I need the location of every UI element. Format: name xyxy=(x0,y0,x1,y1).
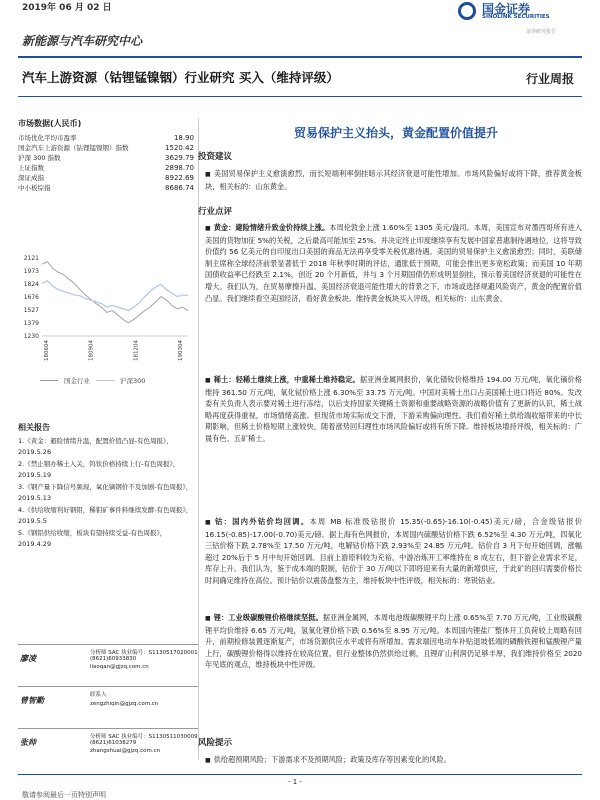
legend-swatch-industry xyxy=(40,380,58,381)
related-report-item[interactable]: 2.《禁止铟办稀土入关，钨钛价格持续上行-有色周报》，2019.5.19 xyxy=(18,460,180,479)
market-data-row: 上证指数 2898.70 xyxy=(18,164,194,172)
analyst-email[interactable]: zhangshuai@gjzq.com.cn xyxy=(90,748,161,754)
analyst-email[interactable]: liaoqan@gjzq.com.cn xyxy=(90,664,149,670)
related-reports-list xyxy=(18,436,196,551)
market-data-heading: 市场数据(人民币) xyxy=(18,119,82,128)
bullet-icon: ■ xyxy=(205,757,211,764)
investment-suggestion-text: ■ 美国贸易保护主义愈演愈烈，而长短端利率倒挂暗示其经济衰退可能性增加。市场风险偏好或将下降，推荐黄金板块，相关标的：山东黄金。 xyxy=(205,169,582,191)
bullet-icon: ■ xyxy=(205,615,211,622)
analyst-email[interactable]: zengzhiqin@gjzq.com.cn xyxy=(90,701,159,707)
x-tick-label: 180604 xyxy=(44,340,50,361)
legend-label-hs300: 沪深300 xyxy=(120,377,146,385)
market-data-row: 深证成指 8922.69 xyxy=(18,174,194,182)
review-point-lithium: ■ 锂：工业级碳酸锂价格继续坚挺。据亚洲金属网，本周电池级碳酸锂平均上涨 0.65%至 7.70 万元/吨，工业级碳酸锂平均价维持 6.65 万元/吨，氢氧化锂价格下跌 0.56%至 8.95 万元/吨。本周国内锂盐厂整体开工负荷较上周略有回升，前期检修装置逐渐复产，市场货源供应水平或将有所增加。需求端因电动车补贴退坡低端的磷酸铁锂和锰酸锂产量上行，碳酸锂价格得以维持在较高位置。但行业整体仍然供给过剩，且锂矿山利润仍足够丰厚，我们维持价格至 2020 年见底的观点，维持板块中性评级。 xyxy=(205,613,582,670)
market-data-row: 中小板综指 8686.74 xyxy=(18,184,194,192)
related-report-item[interactable]: 1.《黄金：避险情绪升温，配置价值凸显-有色周报》，2019.5.26 xyxy=(18,437,173,456)
index-line-chart xyxy=(18,252,194,364)
industry-review-heading: 行业点评 xyxy=(198,207,233,217)
market-data-panel xyxy=(18,118,194,193)
company-logo xyxy=(458,0,578,26)
analyst-name: 廖凌 xyxy=(20,654,36,663)
chart-legend xyxy=(40,376,145,385)
y-tick-label: 2121 xyxy=(23,255,39,262)
y-tick-label: 1230 xyxy=(23,333,39,340)
analyst-phone: (8621)60933830 xyxy=(90,656,137,662)
series-line-hs300 xyxy=(42,281,188,311)
bullet-icon: ■ xyxy=(205,519,213,526)
report-slogan: 证券研究报告 xyxy=(526,29,557,35)
y-tick-label: 1973 xyxy=(23,268,39,275)
legend-swatch-hs300 xyxy=(96,380,114,381)
review-point-gold: ■ 黄金：避险情绪升致金价持续上涨。本周伦敦金上涨 1.60%至 1305 美元/盎司。本周，美国宣布对墨西哥所有进入美国的货物加征 5%的关税，之后最高可能加至 25%。并决定终止印度继续享有发展中国家普惠制待遇地位，这将导致价值约 56 亿美元的自印度出口美国的商品无法再享受零关税优惠待遇。美国的贸易保护主义愈演愈烈；同时，美联储制主席称全球经济前景显著低于 2018 年秋季时期的评估，通胀低于预期，可能会推出更多宽松政策；而美国 10 年期国债收益率已经跌至 2.1%，创近 20 个月新低，并与 3 个月期国债仍形成明显倒挂，预示着美国经济衰退的可能性在增大。我们认为，在贸易摩擦升温、美国经济衰退可能性增大的背景之下，市场或选择规避风险资产，黄金的配置价值凸显。我们继续看空美国经济，看好黄金板块。维持黄金板块买入评级，相关标的：山东黄金。 xyxy=(205,223,582,303)
footer-divider xyxy=(18,774,582,775)
analyst-list xyxy=(18,644,198,770)
review-point-rare-earth: ■ 稀土：轻稀土继续上涨，中重稀土维持稳定。据亚洲金属网报价，氧化镨钕价格维持 194.00 万元/吨，氧化镝价格维持 361.50 万元/吨，氧化铽价格上涨 6.30%至 33.75 万元/吨。中国对美稀土出口占美国稀土进口将近 80%。发改委有关负责人表示要对稀土进行冻结，以后支持国家关键稀土资源和重要战略资源的战略价值有了更新的认识，稀土战略再度获得重视，市场情绪高涨。但现货市场实际成交下滑，下游采购偏向理性。我们看好稀土供给端收缩带来的中长期影响，但稀土价格短期上涨较快，随着涨势回归理性市场风险偏好或将有所下降。维持板块增持评级，相关标的：广晟有色、五矿稀土。 xyxy=(205,375,582,443)
analyst-name: 曾智勤 xyxy=(20,696,44,705)
related-report-item[interactable]: 3.《钢产量下降信号频现，氧化镝钢价不及加剧-有色周报》，2019.5.13 xyxy=(18,483,193,502)
document-title: 汽车上游资源（钴锂锰镍铟）行业研究 买入（维持评级） xyxy=(22,70,339,85)
analyst-cert: 分析师 SAC 执业编号：S1130511030009 xyxy=(90,734,198,740)
report-type: 行业周报 xyxy=(525,72,574,86)
review-point-cobalt: ■ 钴：国内外钴价均回调。本周 MB 标准级钴报价 15.35(-0.65)-16.10(-0.45)美元/磅，合金级钴报价 16.15(-0.85)-17.00(-0.70)美元/磅。据上海有色网报价，本周国内硫酸钴价格下跌 6.52%至 4.30 万元/吨，四氧化三钴价格下跌 2.78%至 17.50 万元/吨，电解钴价格下跌 2.93%至 24.85 万元/吨。钴价自 3 月下旬开始回调，涨幅超过 20%后于 5 月中旬开始回调。目前上游原料较为充裕，中游冶炼开工率维持在 8 成左右，但下游企业需求不足，库存上升。我们认为，鉴于成本端的限制，钴价于 30 万/吨以下即将迎来有大量的新增供应，于此矿的回归需要价格长时间确定维持在高位。预计钴价以震荡盘整为主，维持板块中性评级，相关标的：寒锐钴业。 xyxy=(205,517,582,585)
related-report-item[interactable]: 5.《钢铝供给收缩，板块有望持续受益-有色周报》，2019.4.29 xyxy=(18,529,167,548)
report-date: 2019年 06 月 02 日 xyxy=(22,3,112,13)
risk-text: ■ 供给超预期风险；下游需求不及预期风险；政策及库存等因素变化的风险。 xyxy=(205,755,451,764)
related-reports-heading: 相关报告 xyxy=(18,423,50,432)
market-data-row: 市场优化平均市盈率 18.90 xyxy=(18,134,194,142)
y-tick-label: 1676 xyxy=(23,294,39,301)
bullet-icon: ■ xyxy=(205,171,211,178)
y-tick-label: 1379 xyxy=(23,320,39,327)
bullet-icon: ■ xyxy=(205,377,211,384)
x-tick-label: 190304 xyxy=(178,340,184,361)
analyst-card xyxy=(18,686,198,728)
page-number: - 1 - xyxy=(288,778,302,786)
y-tick-label: 1824 xyxy=(23,281,39,288)
x-tick-label: 180904 xyxy=(88,340,95,361)
analyst-card xyxy=(18,644,198,686)
header-divider xyxy=(18,56,582,58)
investment-suggestion-heading: 投资建议 xyxy=(198,152,233,162)
title-divider xyxy=(18,96,582,97)
analyst-card xyxy=(18,728,198,770)
analyst-cert: 分析师 SAC 执业编号：S1130517020001 xyxy=(90,650,198,656)
legend-label-industry: 国金行业 xyxy=(64,377,90,385)
analyst-name: 张帅 xyxy=(20,738,36,747)
analyst-phone: (8621)61038279 xyxy=(90,740,137,746)
related-report-item[interactable]: 4.《供给收缩利好钢钼，稀钼矿事件料继续发酵-有色周报》，2019.5.5 xyxy=(18,506,193,525)
market-data-row: 国金汽车上游资源（钴锂锰镍铟）指数 1520.42 xyxy=(18,144,194,152)
logo-name: 国金证券 xyxy=(482,2,531,16)
series-line-industry xyxy=(42,262,188,323)
market-data-row: 沪深 300 指数 3629.79 xyxy=(18,154,194,162)
logo-english: SINOLINK SECURITIES xyxy=(482,14,550,20)
footer-note: 敬请参阅最后一页特别声明 xyxy=(22,791,106,799)
bullet-icon: ■ xyxy=(205,225,211,232)
y-tick-label: 1527 xyxy=(23,307,39,314)
main-title: 贸易保护主义抬头，黄金配置价值提升 xyxy=(293,126,498,140)
analyst-cert: 联系人 xyxy=(90,692,107,698)
research-center: 新能源与汽车研究中心 xyxy=(22,34,143,48)
risk-heading: 风险提示 xyxy=(198,738,233,748)
logo-icon xyxy=(458,2,476,20)
x-tick-label: 181204 xyxy=(133,340,140,361)
